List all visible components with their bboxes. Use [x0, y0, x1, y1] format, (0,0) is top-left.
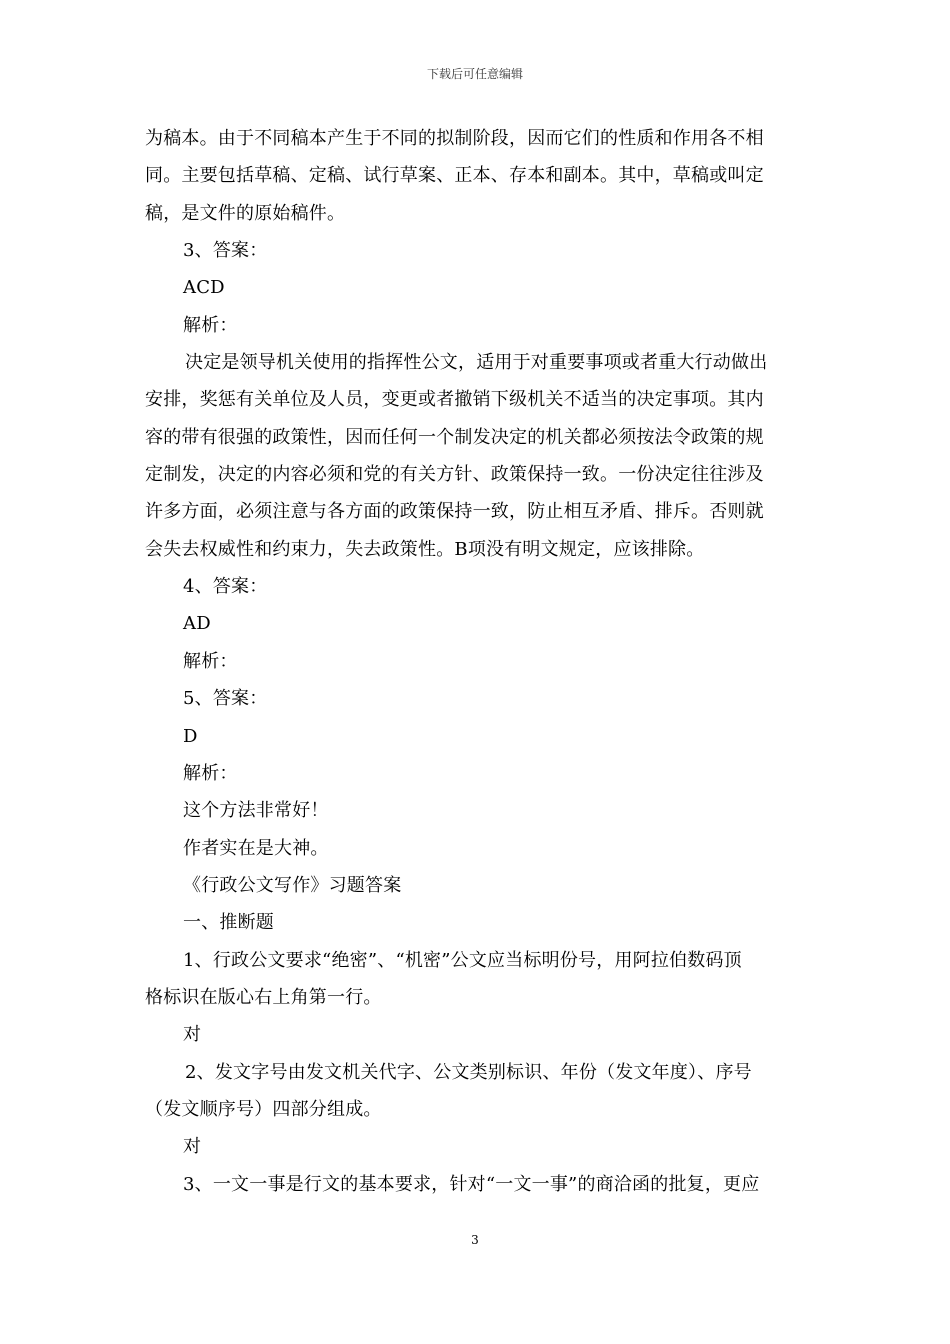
text-line: 这个方法非常好！: [183, 800, 329, 822]
answer-heading: 4、答案：: [183, 576, 268, 598]
analysis-label: 解析：: [183, 314, 238, 336]
text-line: 许多方面，必须注意与各方面的政策保持一致，防止相互矛盾、排斥。否则就: [145, 501, 764, 523]
page-header: 下载后可任意编辑: [426, 67, 523, 81]
text-line: 安排，奖惩有关单位及人员，变更或者撤销下级机关不适当的决定事项。其内: [145, 389, 764, 411]
text-line: 同。主要包括草稿、定稿、试行草案、正本、存本和副本。其中，草稿或叫定: [145, 165, 764, 187]
page-number: 3: [471, 1233, 479, 1247]
section-heading: 一、推断题: [183, 912, 274, 934]
answer-value: D: [183, 725, 198, 747]
text-line: 作者实在是大神。: [183, 837, 329, 859]
analysis-label: 解析：: [183, 650, 238, 672]
text-line: 稿，是文件的原始稿件。: [145, 202, 346, 224]
document-body: [145, 120, 805, 1203]
analysis-label: 解析：: [183, 762, 238, 784]
answer-heading: 3、答案：: [183, 240, 268, 262]
question-text: 1、行政公文要求“绝密”、“机密”公文应当标明份号，用阿拉伯数码顶: [183, 949, 742, 971]
answer-value: ACD: [183, 277, 225, 299]
question-text: （发文顺序号）四部分组成。: [145, 1098, 382, 1120]
answer-value: 对: [183, 1136, 202, 1158]
text-line: 决定是领导机关使用的指挥性公文，适用于对重要事项或者重大行动做出: [185, 352, 768, 374]
text-line: 会失去权威性和约束力，失去政策性。B项没有明文规定，应该排除。: [145, 538, 705, 560]
section-title: 《行政公文写作》习题答案: [183, 874, 402, 896]
question-text: 2、发文字号由发文机关代字、公文类别标识、年份（发文年度）、序号: [185, 1061, 752, 1083]
answer-value: AD: [183, 613, 211, 635]
text-line: 容的带有很强的政策性，因而任何一个制发决定的机关都必须按法令政策的规: [145, 426, 764, 448]
answer-value: 对: [183, 1024, 202, 1046]
question-text: 格标识在版心右上角第一行。: [145, 986, 382, 1008]
question-text: 3、一文一事是行文的基本要求，针对“一文一事”的商洽函的批复，更应: [183, 1173, 760, 1195]
answer-heading: 5、答案：: [183, 688, 268, 710]
text-line: 为稿本。由于不同稿本产生于不同的拟制阶段，因而它们的性质和作用各不相: [145, 128, 764, 149]
text-line: 定制发，决定的内容必须和党的有关方针、政策保持一致。一份决定往往涉及: [145, 464, 764, 486]
